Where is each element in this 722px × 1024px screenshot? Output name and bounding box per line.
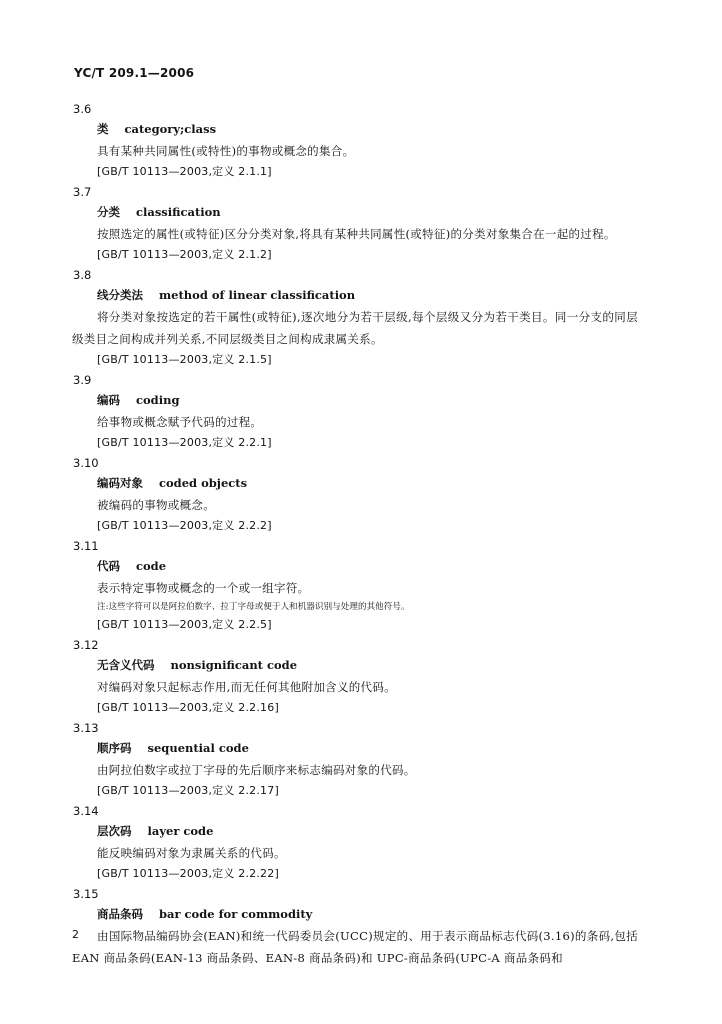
term-definition: 具有某种共同属性(或特性)的事物或概念的集合。	[97, 144, 355, 158]
term-entry-3-9	[72, 371, 638, 454]
document-header: YC/T 209.1—2006	[74, 66, 195, 80]
term-heading	[72, 555, 638, 577]
term-source: [GB/T 10113—2003,定义 2.1.2]	[97, 248, 272, 261]
term-definition: 按照选定的属性(或特征)区分分类对象,将具有某种共同属性(或特征)的分类对象集合在一起的过程。	[97, 227, 616, 241]
term-heading	[72, 389, 638, 411]
term-en: nonsignificant code	[170, 658, 298, 672]
term-heading	[72, 903, 638, 925]
term-zh: 分类	[97, 205, 120, 219]
terms-list	[72, 100, 638, 969]
term-heading	[72, 201, 638, 223]
clause-number: 3.8	[73, 268, 92, 282]
clause-number: 3.7	[73, 185, 92, 199]
term-entry-3-6	[72, 100, 638, 183]
term-heading	[72, 284, 638, 306]
term-source: [GB/T 10113—2003,定义 2.2.1]	[97, 436, 272, 449]
term-source: [GB/T 10113—2003,定义 2.1.1]	[97, 165, 272, 178]
term-zh: 层次码	[97, 824, 132, 838]
term-en: coding	[136, 393, 180, 407]
term-zh: 编码对象	[97, 476, 143, 490]
term-entry-3-13	[72, 719, 638, 802]
term-zh: 顺序码	[97, 741, 132, 755]
term-en: method of linear classification	[159, 288, 356, 302]
term-source: [GB/T 10113—2003,定义 2.2.2]	[97, 519, 272, 532]
term-heading	[72, 737, 638, 759]
term-zh: 代码	[97, 559, 120, 573]
term-source: [GB/T 10113—2003,定义 2.2.16]	[97, 701, 279, 714]
term-definition: 给事物或概念赋予代码的过程。	[97, 415, 263, 429]
term-zh: 线分类法	[97, 288, 143, 302]
term-definition: 将分类对象按选定的若干属性(或特征),逐次地分为若干层级,每个层级又分为若干类目。同一分支的同层级类目之间构成并列关系,不同层级类目之间构成隶属关系。	[72, 310, 638, 346]
term-entry-3-7	[72, 183, 638, 266]
term-definition: 被编码的事物或概念。	[97, 498, 215, 512]
term-en: sequential code	[147, 741, 249, 755]
clause-number: 3.10	[73, 456, 99, 470]
clause-number: 3.6	[73, 102, 92, 116]
term-heading	[72, 654, 638, 676]
clause-number: 3.13	[73, 721, 99, 735]
term-heading	[72, 820, 638, 842]
term-note: 注:这些字符可以是阿拉伯数字、拉丁字母或便于人和机器识别与处理的其他符号。	[97, 602, 410, 612]
term-source: [GB/T 10113—2003,定义 2.2.22]	[97, 867, 279, 880]
term-zh: 类	[97, 122, 109, 136]
term-heading	[72, 472, 638, 494]
term-en: coded objects	[159, 476, 248, 490]
term-en: bar code for commodity	[159, 907, 313, 921]
term-entry-3-8	[72, 266, 638, 371]
term-entry-3-12	[72, 636, 638, 719]
term-entry-3-15	[72, 885, 638, 969]
term-source: [GB/T 10113—2003,定义 2.2.5]	[97, 618, 272, 631]
clause-number: 3.11	[73, 539, 99, 553]
term-en: code	[136, 559, 167, 573]
term-entry-3-14	[72, 802, 638, 885]
term-entry-3-11	[72, 537, 638, 636]
term-source: [GB/T 10113—2003,定义 2.1.5]	[97, 353, 272, 366]
term-heading	[72, 118, 638, 140]
page-number: 2	[72, 928, 79, 941]
clause-number: 3.12	[73, 638, 99, 652]
term-en: classification	[136, 205, 221, 219]
term-zh: 商品条码	[97, 907, 143, 921]
term-en: layer code	[147, 824, 214, 838]
clause-number: 3.9	[73, 373, 92, 387]
term-definition: 由阿拉伯数字或拉丁字母的先后顺序来标志编码对象的代码。	[97, 763, 416, 777]
term-source: [GB/T 10113—2003,定义 2.2.17]	[97, 784, 279, 797]
clause-number: 3.14	[73, 804, 99, 818]
term-zh: 编码	[97, 393, 120, 407]
term-definition: 由国际物品编码协会(EAN)和统一代码委员会(UCC)规定的、用于表示商品标志代码(3.16)的条码,包括 EAN 商品条码(EAN-13 商品条码、EAN-8 商品条码)和 UPC-商品条码(UPC-A 商品条码和	[72, 929, 638, 965]
term-en: category;class	[124, 122, 217, 136]
clause-number: 3.15	[73, 887, 99, 901]
term-definition: 表示特定事物或概念的一个或一组字符。	[97, 581, 310, 595]
term-definition: 能反映编码对象为隶属关系的代码。	[97, 846, 286, 860]
term-entry-3-10	[72, 454, 638, 537]
term-zh: 无含义代码	[97, 658, 155, 672]
term-definition: 对编码对象只起标志作用,而无任何其他附加含义的代码。	[97, 680, 396, 694]
